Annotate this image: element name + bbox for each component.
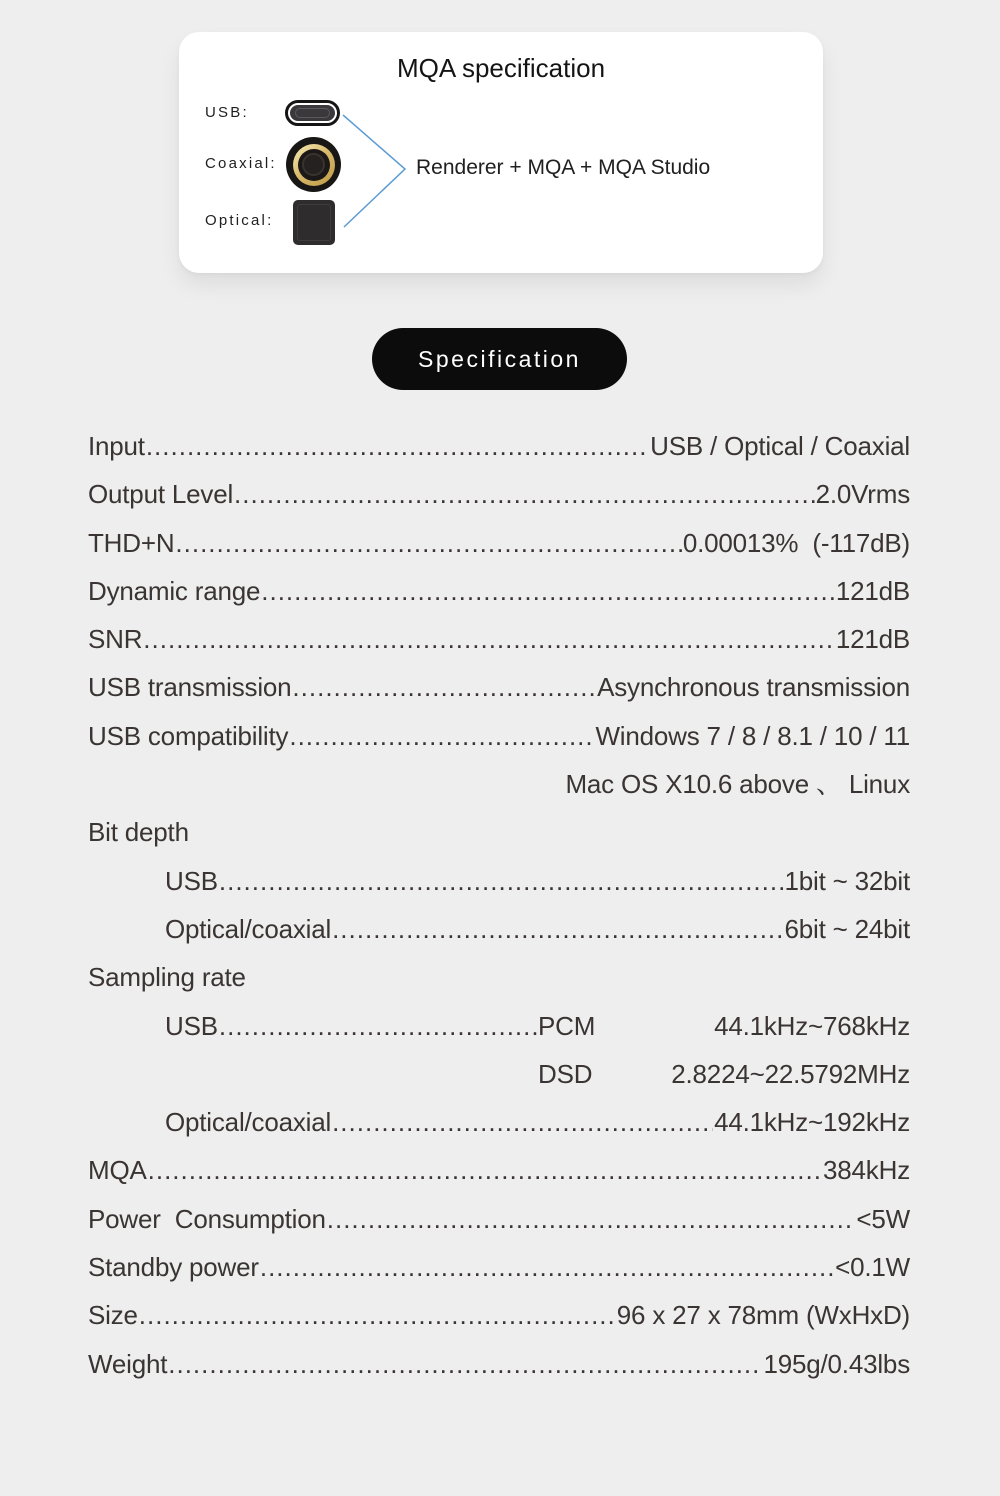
spec-value: 2.0Vrms — [815, 479, 910, 510]
spec-label: USB transmission — [88, 672, 292, 703]
usb-port-label: USB: — [205, 104, 249, 121]
spec-value: 6bit ~ 24bit — [784, 913, 910, 944]
spec-label: Input — [88, 431, 145, 461]
spec-row — [88, 663, 910, 711]
spec-dots-leader — [219, 1002, 537, 1050]
optical-port-label: Optical: — [205, 212, 274, 229]
spec-row — [88, 470, 910, 518]
coaxial-rca-icon — [286, 137, 341, 192]
spec-list — [88, 422, 910, 1388]
spec-dots-leader — [219, 857, 784, 905]
spec-label: Standby power — [88, 1252, 259, 1283]
spec-dots-leader — [260, 1243, 834, 1291]
spec-dots-leader — [148, 1146, 822, 1194]
spec-value: 121dB — [835, 575, 910, 606]
spec-right — [836, 567, 910, 615]
spec-row — [88, 1002, 910, 1050]
spec-dots-leader — [332, 1098, 713, 1146]
spec-value: 121dB — [835, 624, 910, 655]
spec-label: Power Consumption — [88, 1203, 326, 1234]
spec-right — [836, 615, 910, 663]
spec-right — [763, 1340, 910, 1388]
spec-dots-leader — [168, 1340, 762, 1388]
spec-right — [617, 1291, 910, 1339]
spec-label: Optical/coaxial — [165, 913, 332, 944]
spec-row — [88, 615, 910, 663]
spec-value: 1bit ~ 32bit — [784, 865, 910, 896]
spec-dots-leader — [327, 1195, 856, 1243]
spec-dots-leader — [146, 422, 649, 470]
spec-row — [88, 567, 910, 615]
spec-right — [823, 1146, 910, 1194]
spec-row — [88, 1146, 910, 1194]
spec-right — [816, 470, 910, 518]
spec-value: Mac OS X10.6 above 、 Linux — [565, 769, 910, 800]
spec-value: 384kHz — [823, 1155, 910, 1186]
spec-row — [88, 712, 910, 760]
spec-row — [88, 1243, 910, 1291]
spec-label: THD+N — [88, 527, 175, 558]
spec-dots-leader — [261, 567, 835, 615]
spec-right — [683, 519, 910, 567]
spec-value: Asynchronous transmission — [597, 672, 910, 703]
spec-label: Dynamic range — [88, 575, 261, 606]
spec-dots-leader — [175, 519, 681, 567]
spec-label: Weight — [88, 1348, 168, 1379]
spec-dots-leader — [234, 470, 815, 518]
spec-row — [88, 1340, 910, 1388]
usb-port-icon — [285, 100, 340, 126]
spec-value: 44.1kHz~768kHz — [714, 1010, 910, 1041]
spec-right — [538, 1050, 910, 1098]
spec-row — [88, 905, 910, 953]
spec-dots-leader — [289, 712, 594, 760]
spec-row — [88, 857, 910, 905]
spec-value: USB / Optical / Coaxial — [650, 431, 910, 461]
spec-label: SNR — [88, 624, 143, 655]
spec-dots-leader — [332, 905, 783, 953]
spec-label: Output Level — [88, 479, 234, 510]
spec-value: 2.8224~22.5792MHz — [671, 1058, 910, 1089]
spec-value: <0.1W — [835, 1252, 910, 1283]
spec-right — [595, 712, 910, 760]
spec-label: USB — [165, 865, 218, 896]
mqa-result-text: Renderer + MQA + MQA Studio — [416, 156, 711, 179]
spec-right — [538, 1002, 910, 1050]
spec-right — [835, 1243, 910, 1291]
spec-right — [856, 1195, 910, 1243]
spec-row — [88, 1050, 910, 1098]
spec-value: 44.1kHz~192kHz — [714, 1107, 910, 1138]
connector-chevron-lines — [339, 108, 414, 234]
spec-dots-leader — [292, 663, 596, 711]
spec-dots-leader — [139, 1291, 616, 1339]
spec-mid: DSD — [538, 1058, 593, 1089]
coaxial-port-label: Coaxial: — [205, 155, 277, 172]
spec-row — [88, 808, 910, 856]
spec-right — [597, 663, 910, 711]
spec-right — [784, 857, 910, 905]
spec-label: MQA — [88, 1155, 147, 1186]
mqa-card-title: MQA specification — [396, 53, 606, 83]
spec-label: Size — [88, 1300, 138, 1331]
spec-right — [784, 905, 910, 953]
spec-value: Windows 7 / 8 / 8.1 / 10 / 11 — [595, 720, 910, 751]
spec-row — [88, 1098, 910, 1146]
spec-row — [88, 760, 910, 808]
spec-label: Bit depth — [88, 817, 189, 848]
mqa-specification-card — [179, 32, 823, 273]
spec-value: <5W — [856, 1203, 910, 1234]
spec-label: USB compatibility — [88, 720, 289, 751]
spec-right — [714, 1098, 910, 1146]
spec-row — [88, 422, 910, 470]
specification-section-button[interactable]: Specification — [372, 328, 627, 390]
spec-row — [88, 1291, 910, 1339]
spec-right — [565, 760, 910, 808]
spec-row — [88, 1195, 910, 1243]
spec-value: 0.00013% (-117dB) — [682, 527, 910, 558]
spec-label: USB — [165, 1010, 218, 1041]
spec-row — [88, 953, 910, 1001]
optical-port-icon — [293, 200, 335, 245]
spec-label: Optical/coaxial — [165, 1107, 332, 1138]
spec-dots-leader — [143, 615, 835, 663]
spec-label: Sampling rate — [88, 962, 246, 993]
spec-value: 195g/0.43lbs — [763, 1348, 910, 1379]
spec-mid: PCM — [538, 1010, 596, 1041]
spec-right — [650, 422, 910, 470]
spec-value: 96 x 27 x 78mm (WxHxD) — [616, 1300, 910, 1331]
spec-row — [88, 519, 910, 567]
